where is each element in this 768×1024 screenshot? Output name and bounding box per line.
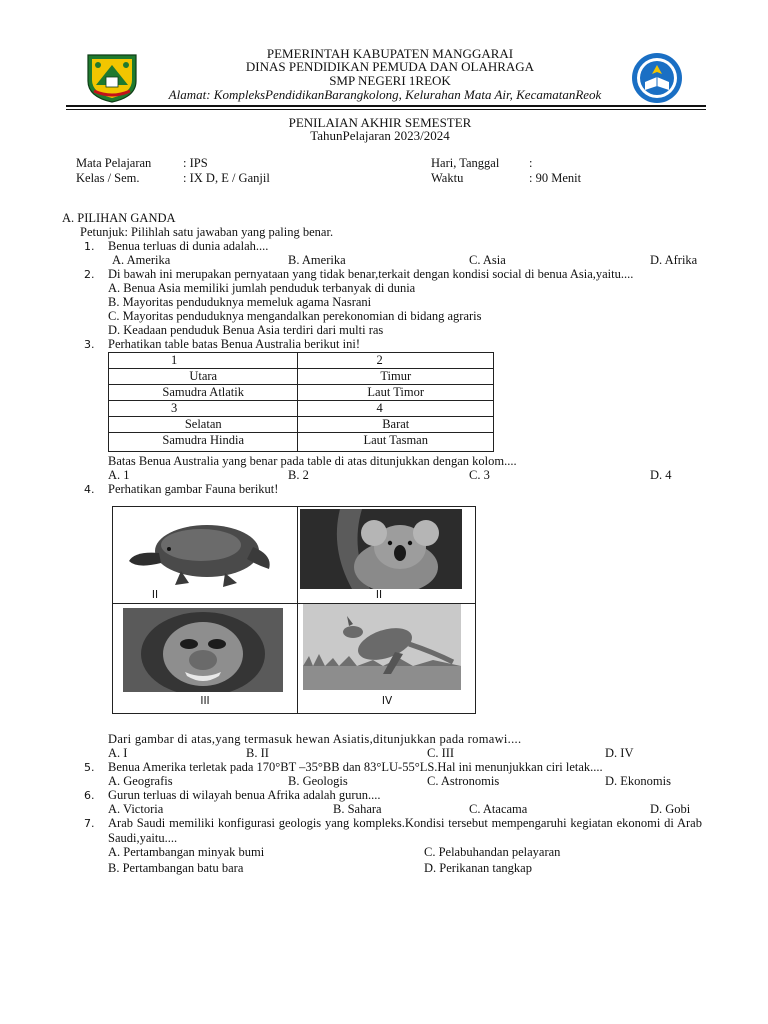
question-number: 5. [84,761,95,774]
header-department: DINAS PENDIDIKAN PEMUDA DAN OLAHRAGA [245,59,535,74]
question-text: Perhatikan table batas Benua Australia berikut ini! [108,337,361,351]
option-c: C. Pelabuhandan pelayaran [424,845,561,859]
ministry-logo [626,52,688,104]
table-row [109,401,494,417]
class-value: : IX D, E / Ganjil [183,171,270,185]
table-cell: Laut Timor [298,385,494,401]
subject-value: : IPS [183,156,208,170]
option-a: A. I [108,746,128,760]
option-a: A. 1 [108,468,130,482]
option-d: D. Afrika [650,253,698,267]
option-c: C. Asia [469,253,506,267]
kangaroo-image [303,604,461,690]
option-b: B. 2 [288,468,309,482]
table-row [109,433,494,452]
question-number: 2. [84,268,95,281]
image-label-4: IV [381,695,393,707]
question-text: Benua terluas di dunia adalah.... [108,239,269,253]
table-cell: Samudra Hindia [109,433,298,452]
option-a: A. Benua Asia memiliki jumlah penduduk terbanyak di dunia [108,281,416,295]
question-number: 4. [84,483,95,496]
table-cell: Utara [109,369,298,385]
table-cell: 3 [109,401,298,417]
question-text: Di bawah ini merupakan pernyataan yang tidak benar,terkait dengan kondisi social di benua Asia,yaitu.... [108,267,634,281]
question-number: 7. [84,817,95,830]
table-cell: 4 [298,401,494,417]
regency-logo [84,53,140,103]
option-c: C. Mayoritas penduduknya mengandalkan perekonomian di bidang agraris [108,309,482,323]
option-a: A. Geografis [108,774,173,788]
question-followup: Dari gambar di atas,yang termasuk hewan Asiatis,ditunjukkan pada romawi.... [108,732,522,746]
table-cell: 1 [109,353,298,369]
question-text: Arab Saudi memiliki konfigurasi geologis yang kompleks.Kondisi tersebut mempengaruhi kegiatan ekonomi di Arab Saudi,yaitu.... [108,816,702,845]
option-d: D. IV [605,746,634,760]
option-d: D. Ekonomis [605,774,671,788]
section-instruction: Petunjuk: Pilihlah satu jawaban yang paling benar. [80,225,334,239]
grid-divider-vertical [297,507,298,713]
question-text: Perhatikan gambar Fauna berikut! [108,482,279,496]
option-b: B. Sahara [333,802,382,816]
table-cell: Laut Tasman [298,433,494,452]
section-title: A. PILIHAN GANDA [62,211,176,225]
table-row [109,353,494,369]
option-c: C. Astronomis [427,774,500,788]
image-label-3: III [200,695,210,707]
table-cell: 2 [298,353,494,369]
table-cell: Samudra Atlatik [109,385,298,401]
letterhead-rule-thick [66,105,706,107]
option-c: C. Atacama [469,802,528,816]
question-number: 6. [84,789,95,802]
fauna-grid [112,506,476,714]
option-d: D. Keadaan penduduk Benua Asia terdiri dari multi ras [108,323,384,337]
koala-image [300,509,462,589]
table-cell: Selatan [109,417,298,433]
question-text: Benua Amerika terletak pada 170°BT –35°BB dan 83°LU-55°LS.Hal ini menunjukkan ciri letak.... [108,760,603,774]
option-d: D. Gobi [650,802,691,816]
exam-year: TahunPelajaran 2023/2024 [310,128,450,143]
image-label-1: II [151,589,159,601]
header-school: SMP NEGERI 1REOK [329,73,451,88]
question-number: 3. [84,338,95,351]
option-a: A. Pertambangan minyak bumi [108,845,265,859]
table-cell: Timur [298,369,494,385]
option-b: B. Geologis [288,774,348,788]
monkey-image [123,608,283,692]
header-government: PEMERINTAH KABUPATEN MANGGARAI [266,46,514,61]
question-followup: Batas Benua Australia yang benar pada table di atas ditunjukkan dengan kolom.... [108,454,517,468]
question-number: 1. [84,240,95,253]
exam-title: PENILAIAN AKHIR SEMESTER [288,115,472,130]
option-a: A. Amerika [112,253,171,267]
option-a: A. Victoria [108,802,164,816]
table-cell: Barat [298,417,494,433]
option-b: B. II [246,746,269,760]
option-d: D. 4 [650,468,672,482]
table-row [109,417,494,433]
border-table [108,352,494,452]
header-address: Alamat: KompleksPendidikanBarangkolong, Kelurahan Mata Air, KecamatanReok [168,87,602,102]
image-label-2: II [375,589,383,601]
table-row [109,385,494,401]
table-row [109,369,494,385]
option-b: B. Amerika [288,253,346,267]
option-c: C. 3 [469,468,490,482]
class-label: Kelas / Sem. [76,171,140,185]
option-b: B. Mayoritas penduduknya memeluk agama Nasrani [108,295,372,309]
question-text: Gurun terluas di wilayah benua Afrika adalah gurun.... [108,788,381,802]
option-c: C. III [427,746,455,760]
subject-label: Mata Pelajaran [76,156,152,170]
letterhead-rule-thin [66,109,706,110]
option-b: B. Pertambangan batu bara [108,861,244,875]
platypus-image [125,511,275,589]
option-d: D. Perikanan tangkap [424,861,532,875]
time-value: : 90 Menit [529,171,582,185]
date-label: Hari, Tanggal [431,156,500,170]
time-label: Waktu [431,171,464,185]
date-value: : [529,156,533,170]
